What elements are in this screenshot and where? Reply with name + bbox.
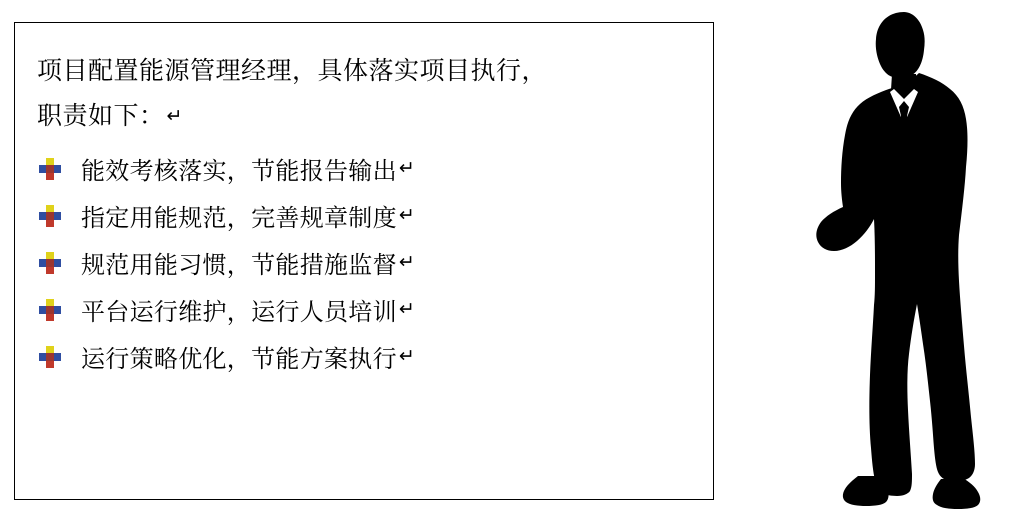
intro-line-2-text: 职责如下： [37, 103, 165, 130]
paragraph-mark-icon: ↵ [398, 299, 416, 320]
text-box [14, 22, 714, 500]
paragraph-mark-icon: ↵ [398, 252, 416, 273]
plus-bullet-icon [39, 346, 61, 368]
intro-line-1: 项目配置能源管理经理，具体落实项目执行， [37, 58, 548, 85]
intro-paragraph [37, 49, 695, 139]
list-item [37, 286, 695, 333]
paragraph-mark-icon: ↵ [398, 205, 416, 226]
list-item-label: 能效考核落实，节能报告输出 [81, 159, 397, 185]
list-item-label: 运行策略优化，节能方案执行 [81, 347, 397, 373]
list-item-label: 平台运行维护，运行人员培训 [81, 300, 397, 326]
bullet-list [37, 145, 695, 380]
plus-bullet-icon [39, 252, 61, 274]
list-item-label: 规范用能习惯，节能措施监督 [81, 253, 397, 279]
paragraph-mark-icon: ↵ [398, 346, 416, 367]
businessman-silhouette-image [800, 6, 1005, 514]
intro-line-2 [37, 94, 695, 139]
plus-bullet-icon [39, 205, 61, 227]
paragraph-mark-icon: ↵ [398, 158, 416, 179]
plus-bullet-icon [39, 158, 61, 180]
paragraph-mark-icon: ↵ [166, 106, 183, 127]
list-item [37, 333, 695, 380]
list-item-label: 指定用能规范，完善规章制度 [81, 206, 397, 232]
list-item [37, 239, 695, 286]
plus-bullet-icon [39, 299, 61, 321]
list-item [37, 145, 695, 192]
list-item [37, 192, 695, 239]
